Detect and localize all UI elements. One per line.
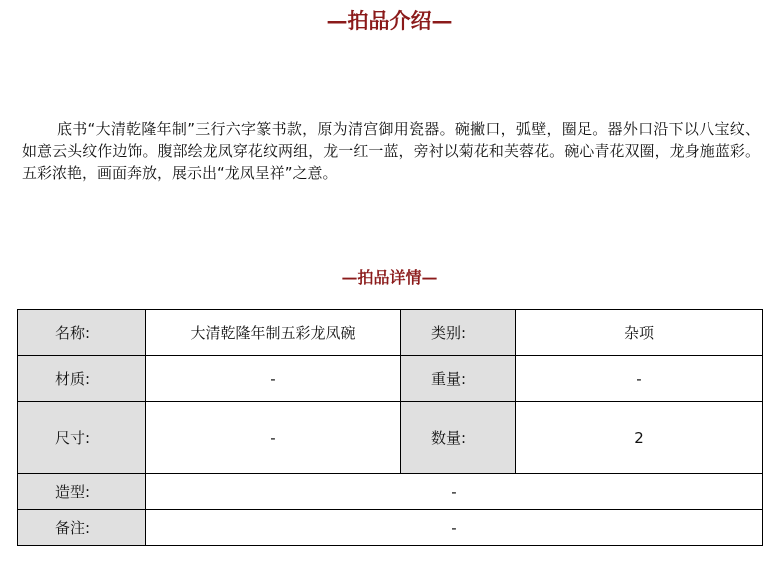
quantity-label: 数量: [401, 402, 516, 474]
table-row [18, 402, 763, 474]
weight-label: 重量: [401, 356, 516, 402]
category-value: 杂项 [516, 310, 763, 356]
shape-label: 造型: [18, 474, 146, 510]
remarks-value: - [146, 510, 763, 546]
name-value: 大清乾隆年制五彩龙凤碗 [146, 310, 401, 356]
size-label: 尺寸: [18, 402, 146, 474]
material-value: - [146, 356, 401, 402]
lot-details-table [17, 309, 763, 546]
name-label: 名称: [18, 310, 146, 356]
size-value: - [146, 402, 401, 474]
quantity-value: 2 [516, 402, 763, 474]
weight-value: - [516, 356, 763, 402]
lot-description: 底书“大清乾隆年制”三行六字篆书款，原为清宫御用瓷器。碗撇口，弧壁，圈足。器外口沿下以八宝纹、如意云头纹作边饰。腹部绘龙凤穿花纹两组，龙一红一蓝，旁衬以菊花和芙蓉花。碗心青花双圈，龙身施蓝彩。五彩浓艳，画面奔放，展示出“龙凤呈祥”之意。 [22, 120, 760, 182]
table-row [18, 474, 763, 510]
table-row [18, 356, 763, 402]
table-row [18, 310, 763, 356]
table-row [18, 510, 763, 546]
lot-details-heading: —拍品详情— [341, 268, 438, 287]
material-label: 材质: [18, 356, 146, 402]
shape-value: - [146, 474, 763, 510]
remarks-label: 备注: [18, 510, 146, 546]
lot-introduction-heading: —拍品介绍— [326, 8, 453, 33]
category-label: 类别: [401, 310, 516, 356]
